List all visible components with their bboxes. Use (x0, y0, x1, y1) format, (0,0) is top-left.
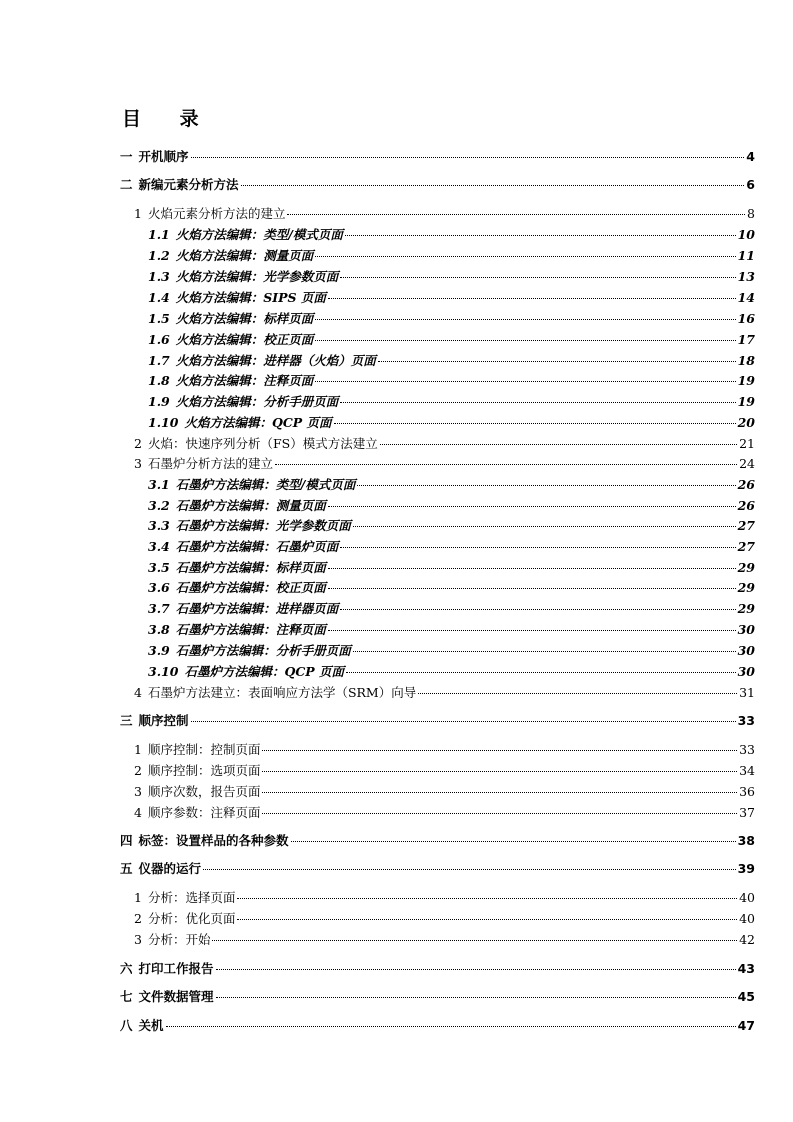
toc-entry[interactable] (120, 149, 755, 165)
toc-entry[interactable] (134, 890, 755, 906)
toc-entry-title: 顺序控制 (138, 713, 189, 728)
toc-entry-number: 3.4 (148, 539, 170, 554)
toc-entry-number: 1.2 (148, 248, 170, 263)
toc-leader-dots (291, 841, 736, 842)
toc-entry[interactable] (134, 206, 755, 222)
toc-entry[interactable] (134, 456, 755, 472)
toc-entry-page: 18 (737, 353, 755, 368)
toc-entry-title: 石墨炉方法编辑：测量页面 (175, 498, 326, 513)
toc-entry[interactable] (134, 685, 755, 701)
toc-entry-page: 39 (737, 861, 755, 876)
toc-entry[interactable] (148, 518, 755, 534)
toc-leader-dots (203, 869, 736, 870)
toc-entry-number: 六 (120, 961, 133, 976)
toc-entry-page: 19 (737, 394, 755, 409)
toc-entry-title: 火焰方法编辑：SIPS 页面 (175, 290, 326, 305)
toc-entry-title: 文件数据管理 (138, 989, 214, 1004)
toc-leader-dots (262, 792, 737, 793)
toc-entry-number: 八 (120, 1018, 133, 1033)
toc-leader-dots (340, 402, 735, 403)
toc-leader-dots (328, 298, 736, 299)
toc-entry[interactable] (134, 436, 755, 452)
toc-entry[interactable] (148, 373, 755, 389)
toc-entry-title: 火焰元素分析方法的建立 (147, 206, 286, 221)
toc-entry-title: 石墨炉方法编辑：标样页面 (175, 560, 326, 575)
toc-entry[interactable] (120, 713, 755, 729)
toc-entry-number: 3.1 (148, 477, 170, 492)
toc-entry-title: 火焰方法编辑：注释页面 (175, 373, 314, 388)
toc-entry-title: 顺序参数：注释页面 (147, 805, 261, 820)
toc-entry-page: 47 (737, 1018, 755, 1033)
toc-entry-number: 3.3 (148, 518, 170, 533)
toc-entry-page: 19 (737, 373, 755, 388)
toc-entry-title: 火焰：快速序列分析（FS）模式方法建立 (147, 436, 378, 451)
toc-entry[interactable] (148, 580, 755, 596)
toc-entry-number: 2 (134, 911, 142, 926)
toc-entry-page: 30 (737, 622, 755, 637)
toc-entry-number: 1.4 (148, 290, 170, 305)
toc-entry-page: 26 (737, 477, 755, 492)
toc-entry-page: 31 (739, 685, 755, 700)
toc-entry-number: 1.8 (148, 373, 170, 388)
toc-leader-dots (275, 464, 737, 465)
toc-entry-page: 34 (739, 763, 755, 778)
toc-leader-dots (216, 969, 736, 970)
toc-entry-page: 27 (737, 518, 755, 533)
toc-entry-page: 21 (739, 436, 755, 451)
toc-title: 目 录 (122, 108, 215, 130)
toc-leader-dots (378, 361, 736, 362)
toc-entry[interactable] (148, 353, 755, 369)
toc-entry-title: 火焰方法编辑：校正页面 (175, 332, 314, 347)
toc-entry-page: 10 (737, 227, 755, 242)
toc-entry[interactable] (148, 269, 755, 285)
toc-entry-title: 顺序控制：选项页面 (147, 763, 261, 778)
toc-entry-page: 11 (737, 248, 755, 263)
toc-entry-page: 33 (739, 742, 755, 757)
toc-entry[interactable] (134, 911, 755, 927)
toc-entry-page: 29 (737, 560, 755, 575)
toc-leader-dots (315, 256, 735, 257)
toc-entry-number: 3.9 (148, 643, 170, 658)
toc-entry-page: 17 (737, 332, 755, 347)
toc-entry-page: 40 (739, 911, 755, 926)
toc-leader-dots (380, 444, 737, 445)
toc-leader-dots (262, 750, 737, 751)
toc-entry[interactable] (120, 177, 755, 193)
toc-leader-dots (328, 506, 736, 507)
toc-entry-title: 石墨炉方法编辑：光学参数页面 (175, 518, 351, 533)
toc-entry-number: 四 (120, 833, 133, 848)
toc-leader-dots (315, 381, 735, 382)
toc-leader-dots (345, 235, 736, 236)
toc-entry-number: 3.5 (148, 560, 170, 575)
toc-entry[interactable] (120, 861, 755, 877)
toc-entry-title: 关机 (138, 1018, 164, 1033)
toc-entry-number: 七 (120, 989, 133, 1004)
toc-leader-dots (262, 771, 737, 772)
toc-entry-number: 三 (120, 713, 133, 728)
toc-entry-number: 4 (134, 685, 142, 700)
toc-entry[interactable] (120, 961, 755, 977)
toc-entry-title: 顺序次数，报告页面 (147, 784, 261, 799)
toc-entry-page: 30 (737, 643, 755, 658)
toc-entry[interactable] (148, 643, 755, 659)
toc-entry-title: 火焰方法编辑：分析手册页面 (175, 394, 339, 409)
toc-entry-number: 1 (134, 206, 142, 221)
toc-entry-number: 二 (120, 177, 133, 192)
toc-entry-title: 火焰方法编辑：光学参数页面 (175, 269, 339, 284)
toc-entry-title: 石墨炉方法编辑：石墨炉页面 (175, 539, 339, 554)
toc-entry-page: 33 (737, 713, 755, 728)
toc-entry[interactable] (148, 601, 755, 617)
toc-entry[interactable] (148, 560, 755, 576)
toc-entry[interactable] (120, 833, 755, 849)
toc-entry-number: 3.10 (148, 664, 179, 679)
toc-entry-number: 2 (134, 763, 142, 778)
toc-leader-dots (340, 277, 735, 278)
toc-entry-title: 打印工作报告 (138, 961, 214, 976)
toc-leader-dots (191, 721, 736, 722)
toc-entry-title: 石墨炉方法编辑：校正页面 (175, 580, 326, 595)
toc-entry[interactable] (148, 332, 755, 348)
toc-entry-page: 4 (746, 149, 755, 164)
toc-entry-title: 分析：开始 (147, 932, 211, 947)
toc-entry-page: 26 (737, 498, 755, 513)
toc-entry[interactable] (134, 742, 755, 758)
toc-leader-dots (216, 997, 736, 998)
toc-leader-dots (353, 651, 736, 652)
toc-leader-dots (191, 157, 745, 158)
toc-entry[interactable] (120, 1018, 755, 1034)
toc-entry-page: 42 (739, 932, 755, 947)
toc-entry-page: 8 (747, 206, 755, 221)
toc-entry-number: 3.6 (148, 580, 170, 595)
toc-entry[interactable] (148, 394, 755, 410)
toc-entry-page: 38 (737, 833, 755, 848)
toc-entry-number: 1 (134, 742, 142, 757)
toc-entry-number: 3 (134, 456, 142, 471)
toc-entry-number: 3.2 (148, 498, 170, 513)
toc-entry-page: 20 (737, 415, 755, 430)
toc-leader-dots (328, 568, 736, 569)
toc-entry-page: 37 (739, 805, 755, 820)
toc-leader-dots (237, 898, 737, 899)
toc-entry-page: 43 (737, 961, 755, 976)
toc-leader-dots (340, 547, 735, 548)
toc-entry-title: 石墨炉方法编辑：分析手册页面 (175, 643, 351, 658)
toc-entry-page: 45 (737, 989, 755, 1004)
toc-entry-title: 火焰方法编辑：测量页面 (175, 248, 314, 263)
toc-entry-title: 标签：设置样品的各种参数 (138, 833, 289, 848)
toc-entry-page: 29 (737, 601, 755, 616)
toc-entry-title: 石墨炉分析方法的建立 (147, 456, 273, 471)
toc-entry-page: 27 (737, 539, 755, 554)
toc-entry-page: 30 (737, 664, 755, 679)
toc-entry-title: 分析：选择页面 (147, 890, 236, 905)
toc-leader-dots (237, 919, 737, 920)
toc-entry[interactable] (148, 248, 755, 264)
toc-entry[interactable] (134, 784, 755, 800)
toc-entry[interactable] (148, 227, 755, 243)
toc-entry-title: 新编元素分析方法 (138, 177, 239, 192)
toc-entry[interactable] (148, 311, 755, 327)
toc-leader-dots (241, 185, 745, 186)
toc-entry[interactable] (148, 622, 755, 638)
toc-leader-dots (212, 940, 737, 941)
toc-entry[interactable] (148, 498, 755, 514)
toc-leader-dots (287, 214, 745, 215)
toc-entry[interactable] (148, 415, 755, 431)
toc-entry-page: 16 (737, 311, 755, 326)
toc-entry-number: 1 (134, 890, 142, 905)
toc-entry-number: 1.6 (148, 332, 170, 347)
toc-leader-dots (328, 588, 736, 589)
toc-entry-number: 一 (120, 149, 133, 164)
toc-entry-title: 石墨炉方法建立：表面响应方法学（SRM）向导 (147, 685, 417, 700)
toc-leader-dots (334, 423, 736, 424)
toc-entry-title: 开机顺序 (138, 149, 189, 164)
toc-leader-dots (340, 609, 735, 610)
toc-entry-page: 24 (739, 456, 755, 471)
toc-entry-number: 3.7 (148, 601, 170, 616)
toc-leader-dots (315, 340, 735, 341)
toc-entry[interactable] (134, 932, 755, 948)
toc-entry-page: 6 (746, 177, 755, 192)
toc-entry-title: 火焰方法编辑：进样器（火焰）页面 (175, 353, 376, 368)
toc-entry[interactable] (148, 290, 755, 306)
toc-leader-dots (166, 1026, 736, 1027)
toc-entry-title: 分析：优化页面 (147, 911, 236, 926)
toc-entry-number: 3 (134, 784, 142, 799)
toc-leader-dots (418, 693, 737, 694)
toc-entry-title: 石墨炉方法编辑：类型/模式页面 (175, 477, 356, 492)
toc-entry-title: 石墨炉方法编辑：进样器页面 (175, 601, 339, 616)
toc-entry-page: 14 (737, 290, 755, 305)
toc-entry-number: 五 (120, 861, 133, 876)
toc-entry-title: 顺序控制：控制页面 (147, 742, 261, 757)
toc-entry-number: 4 (134, 805, 142, 820)
toc-entry[interactable] (134, 805, 755, 821)
toc-entry[interactable] (148, 539, 755, 555)
toc-entry-page: 40 (739, 890, 755, 905)
toc-entry-number: 1.10 (148, 415, 179, 430)
toc-leader-dots (328, 630, 736, 631)
toc-entry-page: 36 (739, 784, 755, 799)
toc-entry[interactable] (148, 664, 755, 680)
toc-entry-number: 1.3 (148, 269, 170, 284)
toc-entry-number: 2 (134, 436, 142, 451)
toc-leader-dots (315, 319, 735, 320)
toc-leader-dots (346, 672, 736, 673)
toc-entry-title: 火焰方法编辑：类型/模式页面 (175, 227, 343, 242)
toc-leader-dots (357, 485, 735, 486)
toc-entry-number: 3 (134, 932, 142, 947)
toc-entry-title: 仪器的运行 (138, 861, 202, 876)
toc-entry-title: 火焰方法编辑：QCP 页面 (184, 415, 332, 430)
toc-entry[interactable] (120, 989, 755, 1005)
toc-entry-title: 石墨炉方法编辑：QCP 页面 (184, 664, 345, 679)
toc-entry-number: 1.7 (148, 353, 170, 368)
toc-entry-page: 29 (737, 580, 755, 595)
toc-leader-dots (353, 526, 736, 527)
toc-entry-number: 1.1 (148, 227, 170, 242)
toc-entry-number: 1.5 (148, 311, 170, 326)
toc-entry-title: 石墨炉方法编辑：注释页面 (175, 622, 326, 637)
toc-leader-dots (262, 813, 737, 814)
toc-entry-page: 13 (737, 269, 755, 284)
toc-entry-number: 3.8 (148, 622, 170, 637)
toc-entry-title: 火焰方法编辑：标样页面 (175, 311, 314, 326)
toc-entry-number: 1.9 (148, 394, 170, 409)
toc-entry[interactable] (148, 477, 755, 493)
toc-entry[interactable] (134, 763, 755, 779)
